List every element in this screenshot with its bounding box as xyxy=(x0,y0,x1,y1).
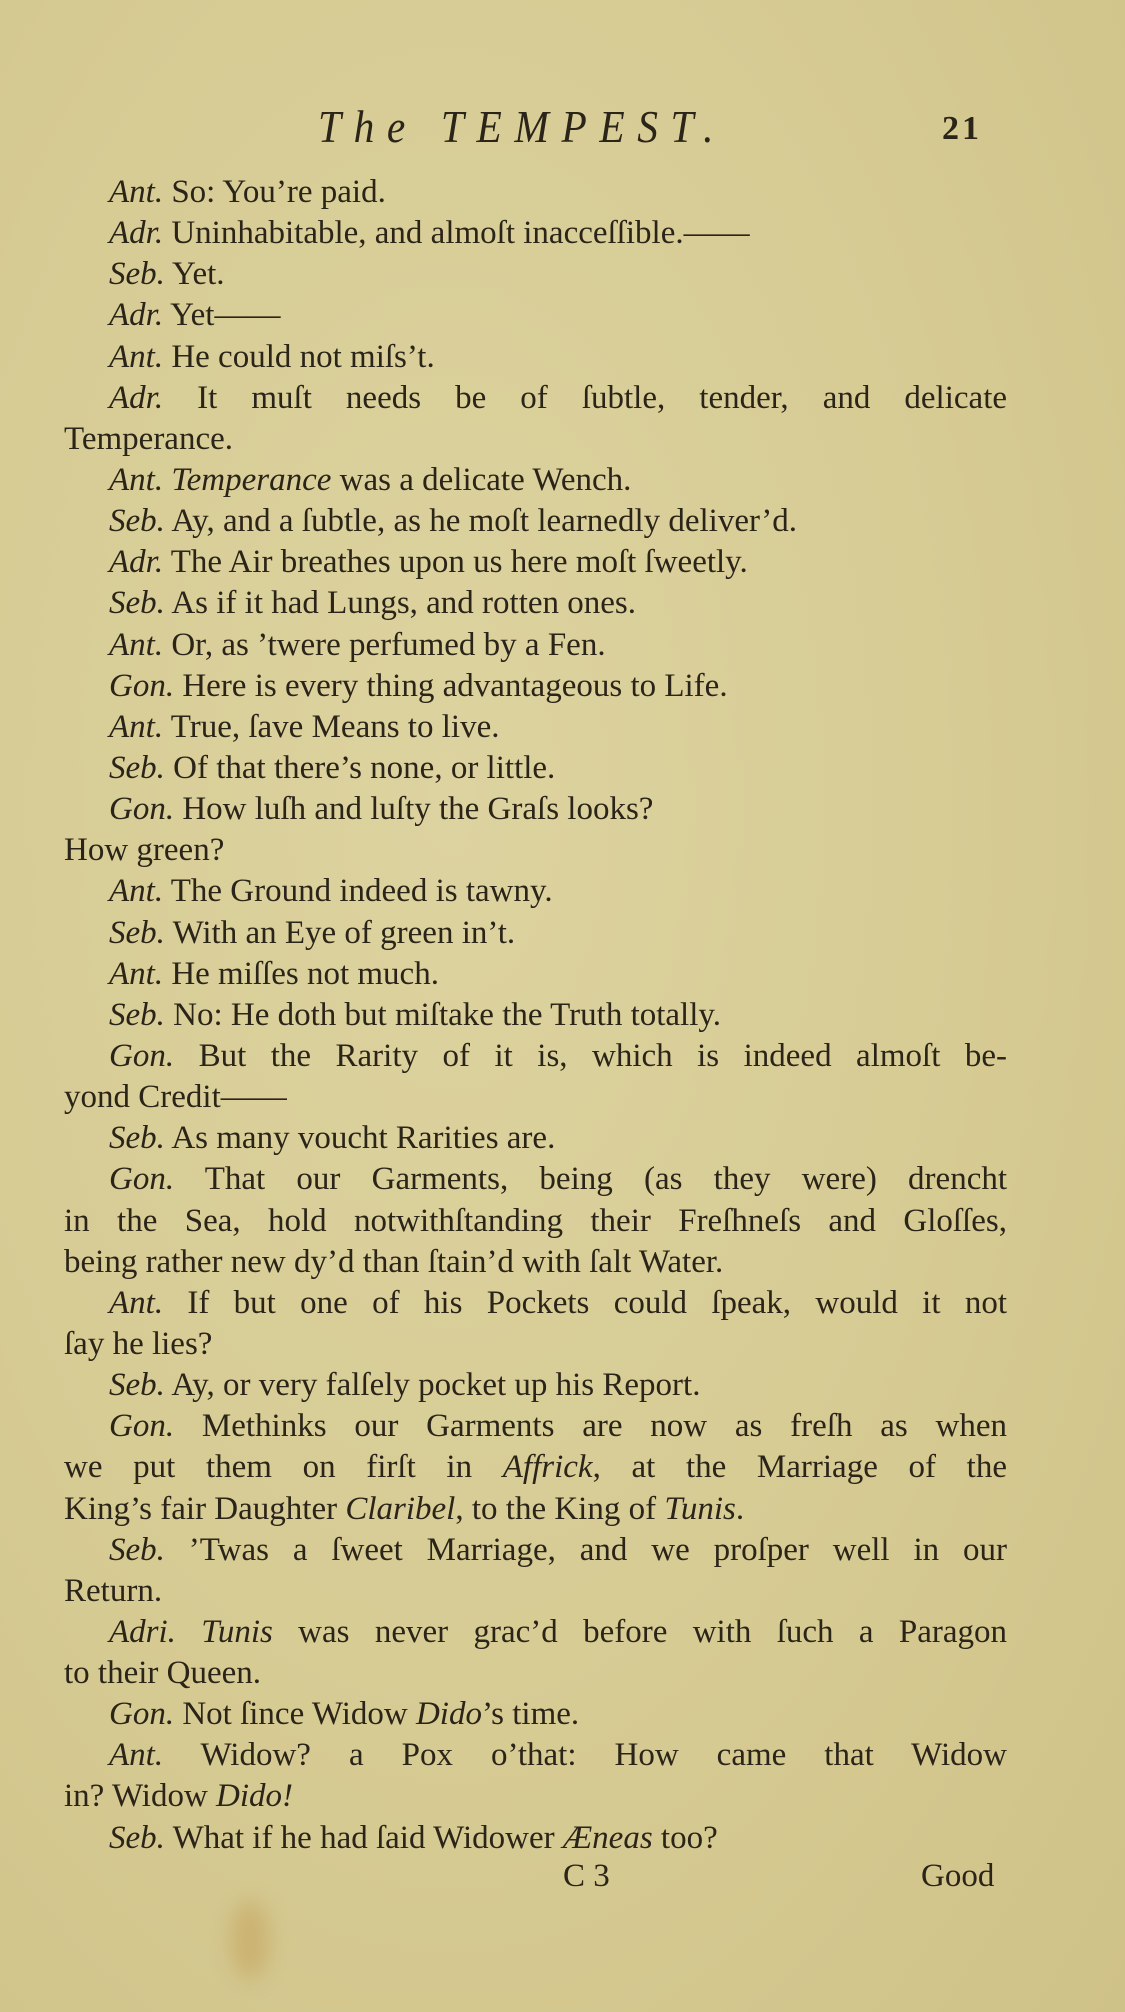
continuation-line xyxy=(64,1489,1007,1530)
speech-line xyxy=(64,1694,1007,1735)
speech-line xyxy=(64,789,1007,830)
speech-line xyxy=(64,666,1007,707)
speaker-name: Gon. xyxy=(109,1037,175,1074)
line-text: Return. xyxy=(64,1572,163,1609)
line-text: Of that there’s none, or little. xyxy=(173,749,556,786)
line-text: Uninhabitable, and almoſt inacceſſible.—— xyxy=(171,215,750,252)
speaker-name: Seb. xyxy=(109,256,165,293)
line-text: How luſh and luſty the Graſs looks? xyxy=(182,791,654,828)
speech-line xyxy=(64,707,1007,748)
speaker-name: Seb. xyxy=(109,914,165,951)
line-text: being rather new dy’d than ſtain’d with ſalt Water. xyxy=(64,1243,724,1280)
speech-line xyxy=(64,542,1007,583)
line-text: But the Rarity of it is, which is indeed almoſt be- xyxy=(198,1037,1007,1074)
play-text xyxy=(64,172,1007,1859)
speech-line xyxy=(64,1365,1007,1406)
line-text: King’s fair Daughter xyxy=(64,1490,346,1527)
speaker-name: Gon. xyxy=(109,1161,175,1198)
line-text: was never grac’d before with ſuch a Paragon xyxy=(272,1613,1007,1650)
speech-line xyxy=(64,1818,1007,1859)
speaker-name: Gon. xyxy=(109,791,175,828)
line-text: ſay he lies? xyxy=(64,1325,213,1362)
speech-line xyxy=(64,954,1007,995)
line-text: , to the King of xyxy=(455,1490,665,1527)
continuation-line xyxy=(64,1447,1007,1488)
italic-text: Affrick xyxy=(502,1449,593,1486)
speech-line xyxy=(64,1735,1007,1776)
continuation-line xyxy=(64,1201,1007,1242)
continuation-line xyxy=(64,1653,1007,1694)
speech-line xyxy=(64,1406,1007,1447)
line-text: was a delicate Wench. xyxy=(331,461,632,498)
line-text: we put them on firſt in xyxy=(64,1449,503,1486)
line-text: Ay, and a ſubtle, as he moſt learnedly deliver’d. xyxy=(171,503,797,540)
line-text: Here is every thing advantageous to Life. xyxy=(182,667,728,704)
speech-line xyxy=(64,995,1007,1036)
speech-line xyxy=(64,871,1007,912)
speech-line xyxy=(64,1159,1007,1200)
line-text: Methinks our Garments are now as freſh as when xyxy=(201,1408,1007,1445)
page-footer xyxy=(0,1858,1125,1903)
speech-line xyxy=(64,337,1007,378)
speaker-name: Ant. xyxy=(109,1737,164,1774)
line-text: Not ſince Widow xyxy=(182,1696,416,1733)
line-text: No: He doth but miſtake the Truth totally. xyxy=(173,996,721,1033)
speech-line xyxy=(64,213,1007,254)
continuation-line xyxy=(64,1242,1007,1283)
speech-line xyxy=(64,460,1007,501)
line-text: It muſt needs be of ſubtle, tender, and delicate xyxy=(197,379,1007,416)
speaker-name: Adr. xyxy=(109,379,164,416)
speaker-name: Ant. xyxy=(109,461,164,498)
signature-mark: C 3 xyxy=(563,1858,610,1894)
speaker-name: Adri. xyxy=(109,1613,176,1650)
line-text: As many voucht Rarities are. xyxy=(171,1120,556,1157)
speaker-name: Ant. xyxy=(109,708,164,745)
line-text: to their Queen. xyxy=(64,1655,262,1692)
continuation-line xyxy=(64,1776,1007,1817)
speaker-name: Seb. xyxy=(109,585,165,622)
continuation-line xyxy=(64,1077,1007,1118)
line-text: As if it had Lungs, and rotten ones. xyxy=(171,585,637,622)
page-title: The TEMPEST. xyxy=(318,101,727,152)
speech-line xyxy=(64,1283,1007,1324)
continuation-line xyxy=(64,1571,1007,1612)
page-number: 21 xyxy=(942,110,982,147)
continuation-line xyxy=(64,830,1007,871)
line-text: The Ground indeed is tawny. xyxy=(170,873,553,910)
line-text: . xyxy=(735,1490,745,1527)
speaker-name: Seb. xyxy=(109,749,165,786)
speaker-name: Ant. xyxy=(109,1284,164,1321)
speech-line xyxy=(64,1118,1007,1159)
line-text: He could not miſs’t. xyxy=(171,338,435,375)
line-text: That our Garments, being (as they were) drencht xyxy=(204,1161,1007,1198)
speaker-name: Gon. xyxy=(109,667,175,704)
continuation-line xyxy=(64,1324,1007,1365)
line-text: True, ſave Means to live. xyxy=(170,708,500,745)
line-text: The Air breathes upon us here moſt ſweetly. xyxy=(170,544,748,581)
line-text: , at the Marriage of the xyxy=(592,1449,1007,1486)
speech-line xyxy=(64,625,1007,666)
line-text: in? Widow xyxy=(64,1778,217,1815)
speech-line xyxy=(64,748,1007,789)
speaker-name: Adr. xyxy=(109,544,164,581)
italic-text: Claribel xyxy=(345,1490,456,1527)
speaker-name: Gon. xyxy=(109,1408,175,1445)
speaker-name: Seb. xyxy=(109,1819,165,1856)
line-text: Widow? a Pox o’that: How came that Widow xyxy=(200,1737,1007,1774)
speech-line xyxy=(64,1036,1007,1077)
line-text: So: You’re paid. xyxy=(171,174,386,210)
line-text: Temperance. xyxy=(64,420,233,457)
running-header xyxy=(0,100,1125,160)
line-text: What if he had ſaid Widower xyxy=(172,1819,563,1856)
speech-line xyxy=(64,583,1007,624)
speaker-name: Ant. xyxy=(109,626,164,663)
line-text: With an Eye of green in’t. xyxy=(172,914,516,951)
speaker-name: Adr. xyxy=(109,215,164,252)
line-text: How green? xyxy=(64,832,225,869)
speaker-name: Seb. xyxy=(109,1531,165,1568)
speech-line xyxy=(64,295,1007,336)
speaker-name: Seb. xyxy=(109,996,165,1033)
speech-line xyxy=(64,254,1007,295)
italic-text: Dido! xyxy=(216,1778,294,1815)
italic-text: Tunis xyxy=(664,1490,736,1527)
line-text: If but one of his Pockets could ſpeak, would it not xyxy=(187,1284,1007,1321)
speech-line xyxy=(64,913,1007,954)
line-text: too? xyxy=(652,1819,718,1856)
speaker-name: Adr. xyxy=(109,297,164,334)
italic-text: Æneas xyxy=(562,1819,653,1856)
line-text: Yet—— xyxy=(170,297,281,334)
speaker-name: Ant. xyxy=(109,955,164,992)
line-text: ’Twas a ſweet Marriage, and we proſper well in our xyxy=(188,1531,1007,1568)
speaker-name: Seb. xyxy=(109,1367,165,1404)
line-text: Yet. xyxy=(171,256,225,293)
speech-line xyxy=(64,172,1007,213)
speaker-name: Gon. xyxy=(109,1696,175,1733)
line-text: He miſſes not much. xyxy=(171,955,439,992)
speaker-name: Ant. xyxy=(109,338,164,375)
speech-line xyxy=(64,378,1007,419)
speech-line xyxy=(64,1530,1007,1571)
speech-line xyxy=(64,1612,1007,1653)
line-text: Or, as ’twere perfumed by a Fen. xyxy=(171,626,606,663)
continuation-line xyxy=(64,419,1007,460)
italic-text: Temperance xyxy=(171,461,332,498)
speech-line xyxy=(64,501,1007,542)
speaker-name: Ant. xyxy=(109,174,164,210)
paper-stain xyxy=(230,1900,270,1980)
line-text: Ay, or very falſely pocket up his Report. xyxy=(171,1367,701,1404)
line-text: ’s time. xyxy=(481,1696,580,1733)
line-text: in the Sea, hold notwithſtanding their Freſhneſs and Gloſſes, xyxy=(64,1202,1007,1239)
speaker-name: Seb. xyxy=(109,1120,165,1157)
line-text: yond Credit—— xyxy=(64,1079,287,1116)
speaker-name: Ant. xyxy=(109,873,164,910)
italic-text: Tunis xyxy=(201,1613,273,1650)
italic-text: Dido xyxy=(415,1696,482,1733)
speaker-name: Seb. xyxy=(109,503,165,540)
catchword: Good xyxy=(921,1858,995,1894)
